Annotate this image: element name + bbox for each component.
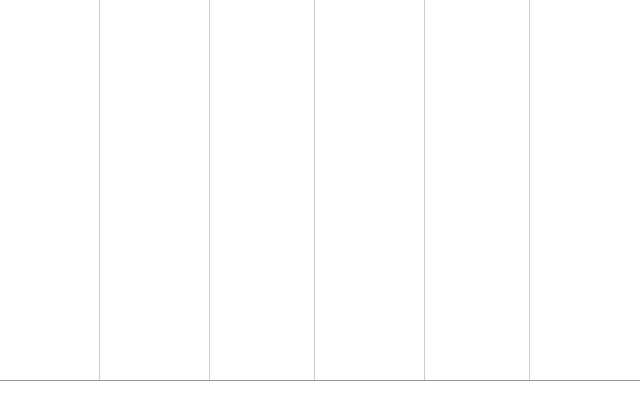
column-5 <box>425 0 530 380</box>
footer <box>0 380 640 410</box>
column-4 <box>315 0 425 380</box>
column-1 <box>0 0 100 380</box>
column-3 <box>210 0 315 380</box>
column-6 <box>530 0 640 380</box>
column-2 <box>100 0 210 380</box>
